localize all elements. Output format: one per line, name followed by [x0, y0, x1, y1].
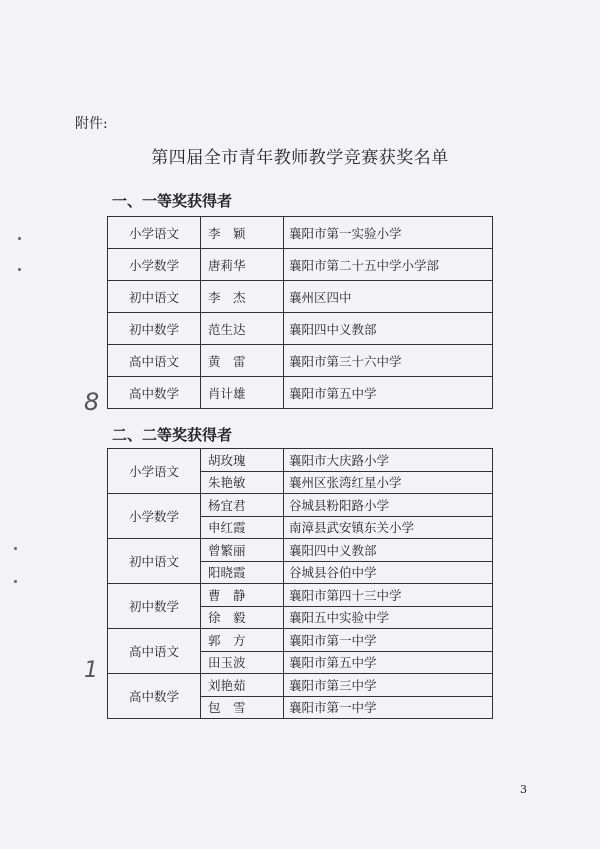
cell-name: 朱艳敏: [201, 471, 284, 494]
cell-school: 襄阳五中实验中学: [284, 606, 493, 629]
cell-school: 谷城县粉阳路小学: [284, 494, 493, 517]
cell-school: 襄阳市第一中学: [284, 696, 493, 719]
cell-school: 襄阳四中义教部: [284, 313, 493, 345]
cell-name: 刘艳茹: [201, 674, 284, 697]
table-row: [108, 584, 493, 607]
table-row: [108, 313, 493, 345]
document-title: 第四届全市青年教师教学竞赛获奖名单: [151, 148, 449, 168]
cell-school: 襄阳市第一实验小学: [284, 217, 493, 249]
cell-school: 谷城县谷伯中学: [284, 561, 493, 584]
cell-school: 襄阳市第五中学: [284, 651, 493, 674]
cell-subject: 初中语文: [108, 281, 201, 313]
table-row: [108, 281, 493, 313]
cell-school: 襄阳市第三十六中学: [284, 345, 493, 377]
cell-name: 杨宜君: [201, 494, 284, 517]
table-row: [108, 217, 493, 249]
cell-school: 襄阳市第三中学: [284, 674, 493, 697]
cell-name: 范生达: [201, 313, 284, 345]
cell-subject: 高中数学: [108, 377, 201, 409]
cell-name: 曾繁丽: [201, 539, 284, 562]
handwritten-mark: 8: [84, 388, 100, 416]
cell-school: 襄州区四中: [284, 281, 493, 313]
scan-speck: [14, 580, 17, 583]
table-row: [108, 629, 493, 652]
cell-school: 襄阳市第一中学: [284, 629, 493, 652]
cell-subject: 小学语文: [108, 217, 201, 249]
table-row: [108, 494, 493, 517]
section2-heading: 二、二等奖获得者: [112, 426, 233, 444]
table-row: [108, 345, 493, 377]
cell-subject: 初中数学: [108, 313, 201, 345]
cell-name: 唐莉华: [201, 249, 284, 281]
section1-heading: 一、一等奖获得者: [112, 192, 233, 210]
cell-school: 襄阳市第四十三中学: [284, 584, 493, 607]
cell-subject: 高中语文: [108, 629, 201, 674]
table-row: [108, 674, 493, 697]
cell-name: 李 颖: [201, 217, 284, 249]
table-row: [108, 449, 493, 472]
second-prize-table: [107, 448, 493, 719]
page-number: 3: [520, 783, 527, 796]
cell-name: 郭 方: [201, 629, 284, 652]
cell-school: 襄阳市大庆路小学: [284, 449, 493, 472]
cell-subject: 高中数学: [108, 674, 201, 719]
cell-name: 申红霞: [201, 516, 284, 539]
table-row: [108, 249, 493, 281]
cell-school: 南漳县武安镇东关小学: [284, 516, 493, 539]
cell-school: 襄阳四中义教部: [284, 539, 493, 562]
cell-school: 襄阳市第二十五中学小学部: [284, 249, 493, 281]
cell-subject: 高中语文: [108, 345, 201, 377]
cell-subject: 小学数学: [108, 249, 201, 281]
first-prize-table: [107, 216, 493, 409]
scan-speck: [14, 547, 17, 550]
cell-name: 阳晓霞: [201, 561, 284, 584]
cell-name: 徐 毅: [201, 606, 284, 629]
cell-subject: 小学语文: [108, 449, 201, 494]
cell-subject: 小学数学: [108, 494, 201, 539]
table-row: [108, 377, 493, 409]
cell-subject: 初中语文: [108, 539, 201, 584]
cell-name: 李 杰: [201, 281, 284, 313]
scan-speck: [18, 268, 21, 271]
attachment-label: 附件:: [75, 116, 108, 132]
cell-school: 襄州区张湾红星小学: [284, 471, 493, 494]
handwritten-mark: 1: [84, 658, 98, 683]
cell-name: 胡玫瑰: [201, 449, 284, 472]
cell-name: 黄 雷: [201, 345, 284, 377]
cell-name: 包 雪: [201, 696, 284, 719]
cell-name: 肖计雄: [201, 377, 284, 409]
cell-school: 襄阳市第五中学: [284, 377, 493, 409]
cell-name: 田玉波: [201, 651, 284, 674]
table-row: [108, 539, 493, 562]
cell-name: 曹 静: [201, 584, 284, 607]
cell-subject: 初中数学: [108, 584, 201, 629]
scan-speck: [18, 237, 21, 240]
